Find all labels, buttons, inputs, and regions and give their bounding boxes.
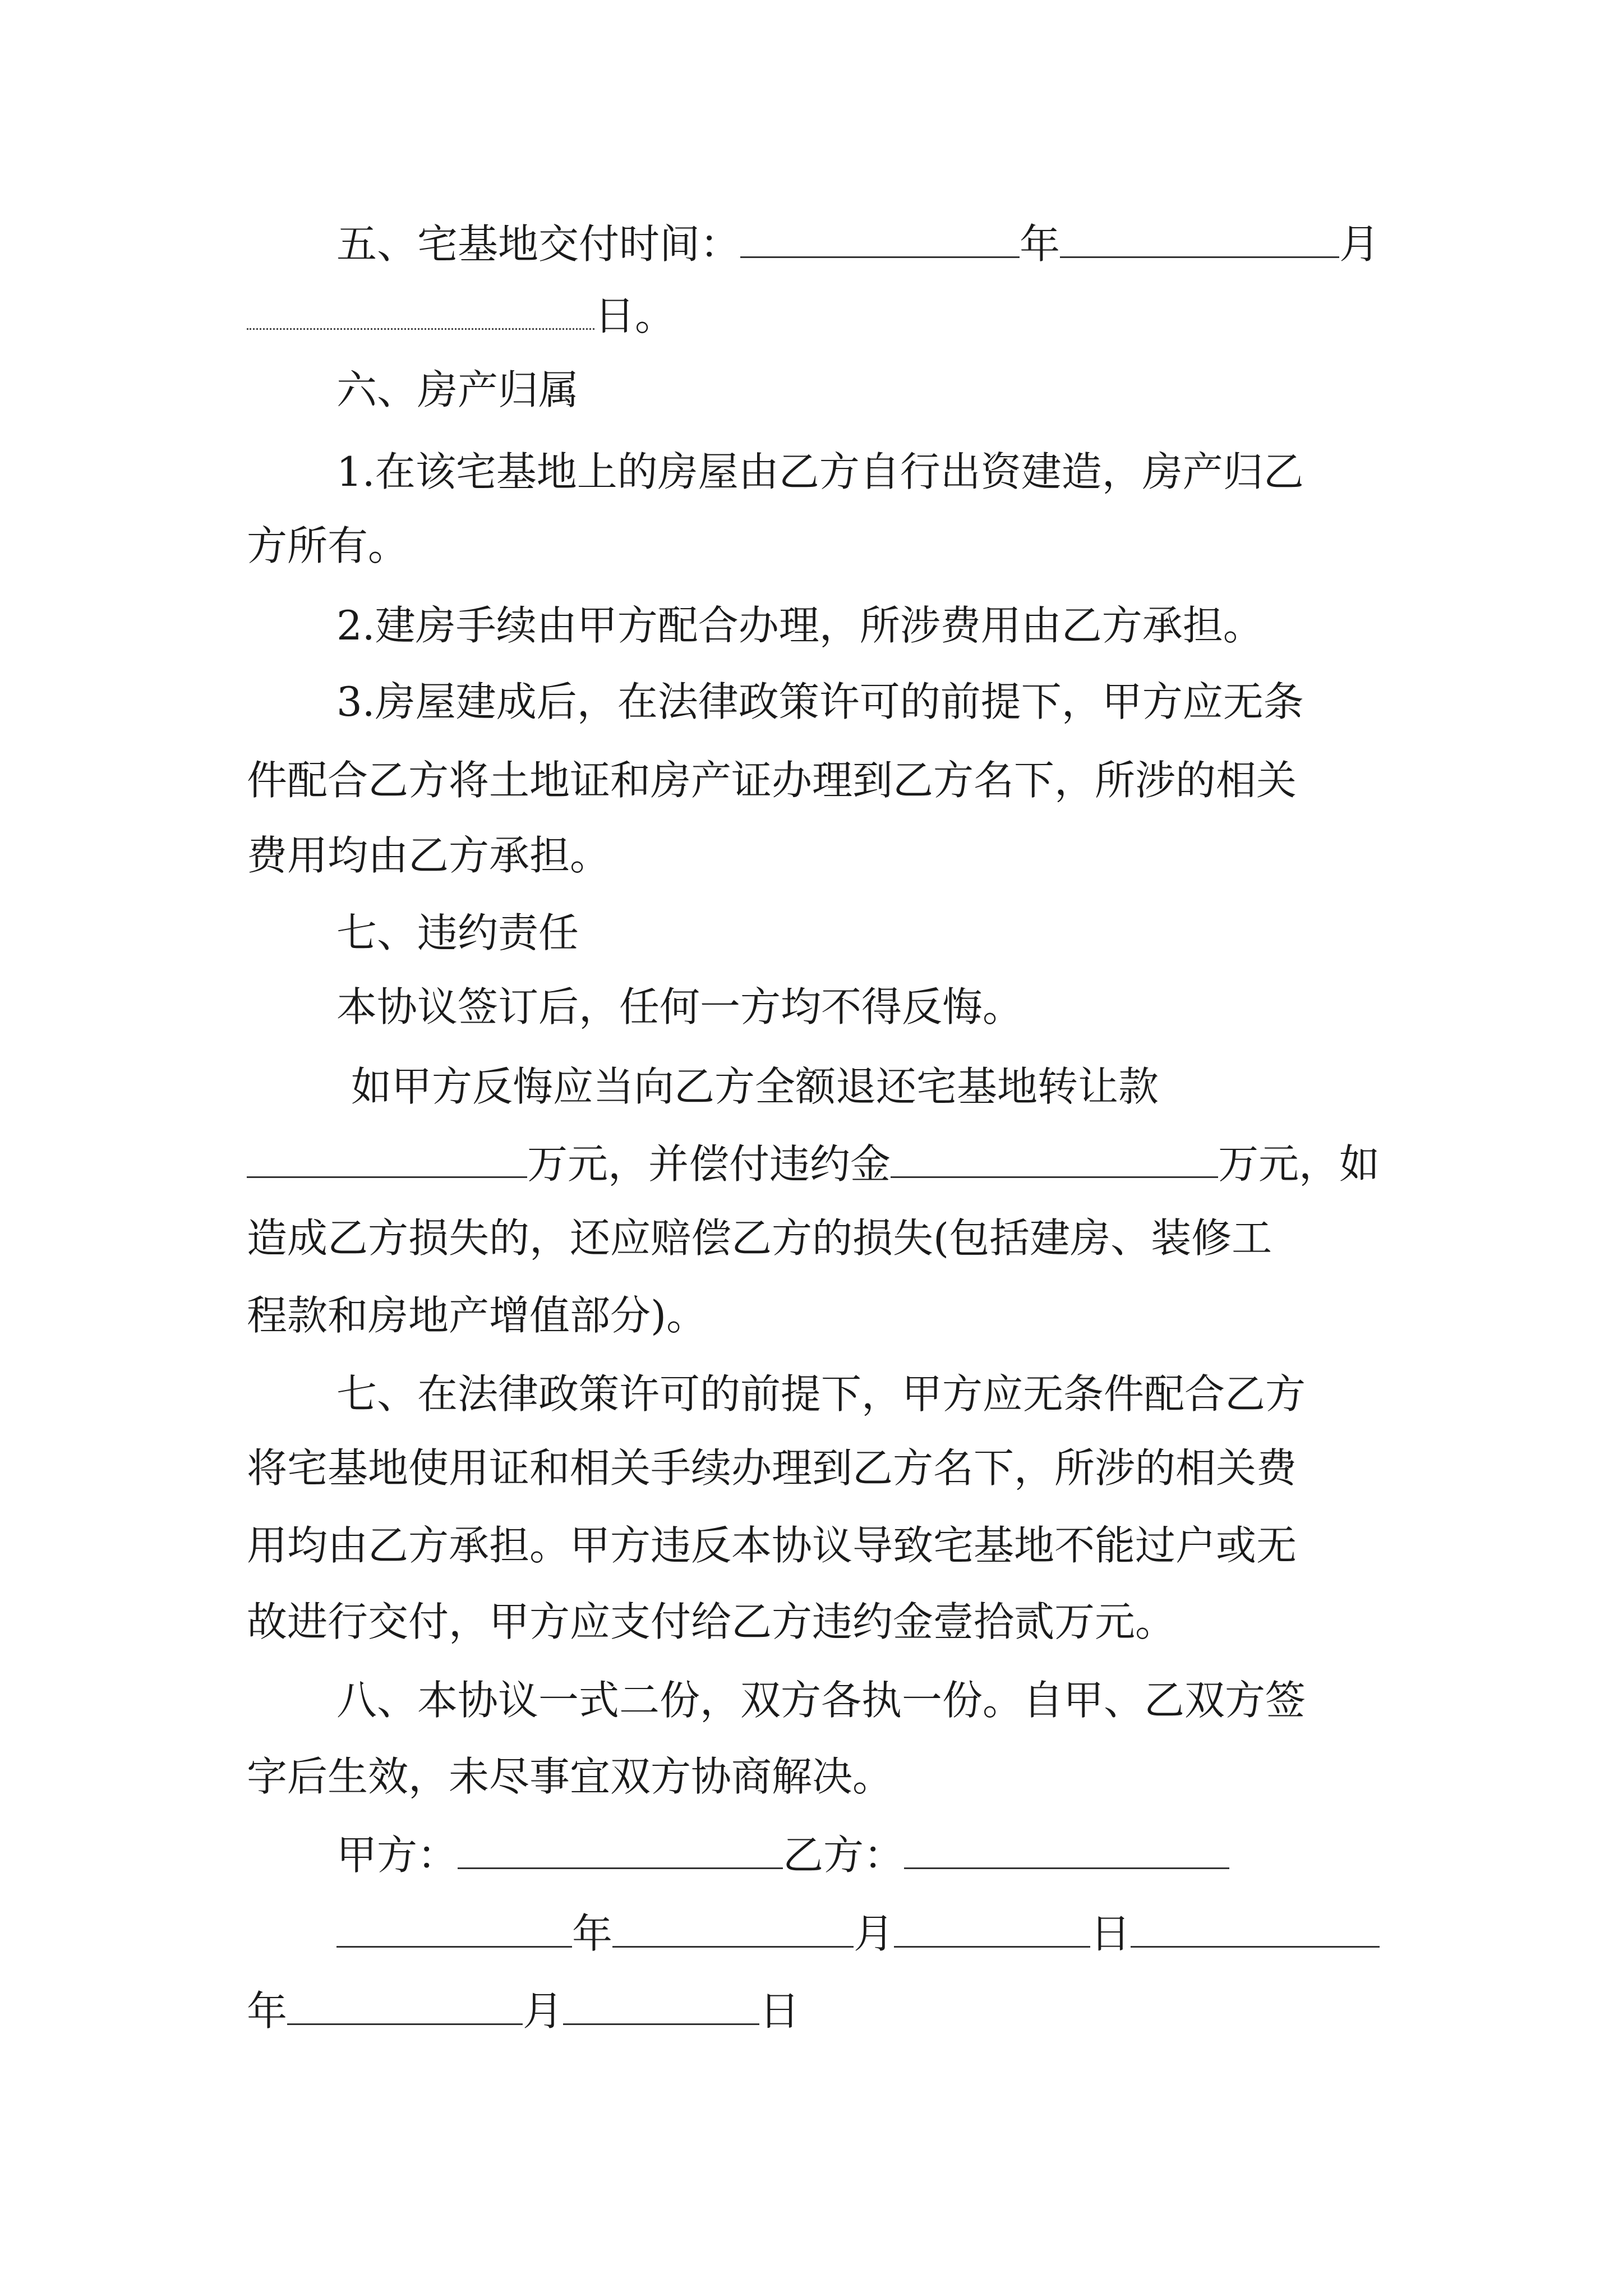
party-a-day-blank	[894, 1904, 1090, 1948]
clause-6-3-line1: 3.房屋建成后，在法律政策许可的前提下，甲方应无条	[336, 678, 1304, 725]
clause-6-1-line1: 1.在该宅基地上的房屋由乙方自行出资建造，房产归乙	[336, 448, 1304, 495]
delivery-day-line	[247, 285, 1380, 347]
party-a-year-blank	[336, 1904, 572, 1948]
refund-amount-label: 万元，并偿付违约金	[527, 1140, 891, 1188]
signature-date-line1	[336, 1903, 1380, 1964]
clause-7-body2-line3: 造成乙方损失的，还应赔偿乙方的损失(包括建房、装修工	[247, 1214, 1272, 1262]
party-a-blank	[458, 1826, 783, 1869]
penalty-amount-blank	[891, 1135, 1218, 1178]
party-a-day-label: 日	[1090, 1910, 1131, 1957]
clause-6-2: 2.建房手续由甲方配合办理，所涉费用由乙方承担。	[336, 602, 1264, 649]
delivery-time-line	[336, 213, 1380, 275]
party-b-label: 乙方：	[783, 1832, 905, 1879]
clause-7b-line4: 故进行交付，甲方应支付给乙方违约金壹拾贰万元。	[247, 1598, 1176, 1645]
section-7-title: 七、违约责任	[336, 909, 579, 956]
party-a-year-label: 年	[572, 1910, 613, 1957]
clause-8-line2: 字后生效，未尽事宜双方协商解决。	[247, 1753, 893, 1800]
delivery-year-blank	[740, 215, 1020, 258]
party-b-day-blank	[563, 1982, 759, 2025]
clause-7b-line1: 七、在法律政策许可的前提下，甲方应无条件配合乙方	[336, 1370, 1306, 1418]
party-b-year-label: 年	[247, 1987, 288, 2035]
party-b-month-blank	[287, 1982, 523, 2025]
delivery-day-blank	[247, 287, 594, 330]
party-a-month-blank	[612, 1904, 854, 1948]
clause-7-body1: 本协议签订后，任何一方均不得反悔。	[336, 983, 1023, 1030]
party-a-month-label: 月	[854, 1910, 895, 1957]
delivery-day-label: 日。	[594, 292, 676, 339]
party-b-day-label: 日	[759, 1987, 800, 2035]
party-b-month-label: 月	[523, 1987, 564, 2035]
signature-date-line2	[247, 1980, 1380, 2042]
delivery-time-label: 五、宅基地交付时间：	[336, 220, 741, 268]
signature-parties-line	[336, 1824, 1256, 1886]
clause-7-body2-line4: 程款和房地产增值部分)。	[247, 1292, 707, 1339]
party-a-label: 甲方：	[336, 1832, 458, 1879]
clause-7b-line3: 用均由乙方承担。甲方违反本协议导致宅基地不能过户或无	[247, 1522, 1297, 1569]
clause-7b-line2: 将宅基地使用证和相关手续办理到乙方名下，所涉的相关费	[247, 1444, 1297, 1492]
party-b-year-blank	[1131, 1904, 1380, 1948]
refund-amount-blank	[247, 1135, 527, 1178]
clause-8-line1: 八、本协议一式二份，双方各执一份。自甲、乙双方签	[336, 1677, 1306, 1724]
section-6-title: 六、房产归属	[336, 366, 579, 413]
clause-6-3-line3: 费用均由乙方承担。	[247, 832, 611, 879]
delivery-year-label: 年	[1020, 220, 1061, 268]
party-b-blank	[904, 1826, 1229, 1869]
delivery-month-label: 月	[1339, 220, 1380, 268]
delivery-month-blank	[1060, 215, 1339, 258]
clause-7-body2-line2	[247, 1133, 1380, 1195]
clause-6-1-line2: 方所有。	[247, 522, 409, 569]
penalty-amount-label: 万元，如	[1218, 1140, 1380, 1188]
clause-7-body2-line1: 如甲方反悔应当向乙方全额退还宅基地转让款	[351, 1063, 1159, 1110]
clause-6-3-line2: 件配合乙方将土地证和房产证办理到乙方名下，所涉的相关	[247, 757, 1297, 804]
